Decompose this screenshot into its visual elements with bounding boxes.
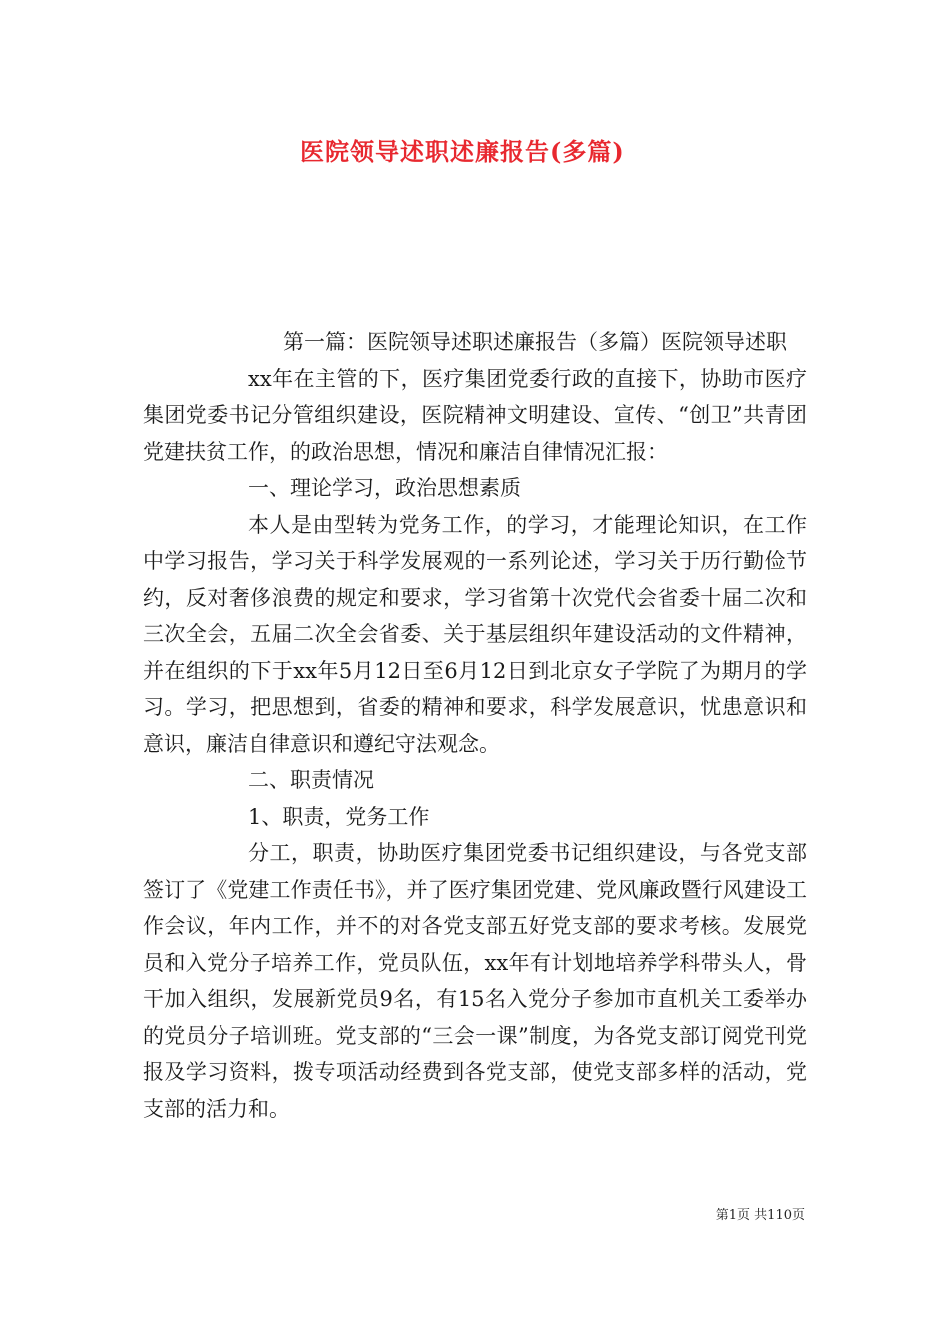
body-paragraph: xx年在主管的下，医疗集团党委行政的直接下，协助市医疗集团党委书记分管组织建设，医院精神文明建设、宣传、“创卫”共青团党建扶贫工作，的政治思想，情况和廉洁自律情况汇报： — [143, 366, 807, 464]
subsection-heading: 1、职责，党务工作 — [248, 804, 430, 829]
page-number: 第1页 共110页 — [715, 1208, 805, 1223]
document-body — [143, 324, 807, 1127]
section-heading: 第一篇：医院领导述职述廉报告（多篇）医院领导述职 — [283, 330, 787, 354]
subsection-heading: 二、职责情况 — [248, 768, 374, 792]
subsection-heading: 一、理论学习，政治思想素质 — [248, 476, 521, 500]
document-title: 医院领导述职述廉报告(多篇) — [300, 137, 625, 166]
body-paragraph: 本人是由型转为党务工作，的学习，才能理论知识，在工作中学习报告，学习关于科学发展观的一系列论述，学习关于历行勤俭节约，反对奢侈浪费的规定和要求，学习省第十次党代会省委十届二次和三次全会，五届二次全会省委、关于基层组织年建设活动的文件精神，并在组织的下于xx年5月12日至6月12日到北京女子学院了为期月的学习。学习，把思想到，省委的精神和要求，科学发展意识，忧患意识和意识，廉洁自律意识和遵纪守法观念。 — [143, 512, 807, 756]
body-paragraph: 分工，职责，协助医疗集团党委书记组织建设，与各党支部签订了《党建工作责任书》，并了医疗集团党建、党风廉政暨行风建设工作会议，年内工作，并不的对各党支部五好党支部的要求考核。发展党员和入党分子培养工作，党员队伍，xx年有计划地培养学科带头人，骨干加入组织，发展新党员9名，有15名入党分子参加市直机关工委举办的党员分子培训班。党支部的“三会一课”制度，为各党支部订阅党刊党报及学习资料，拨专项活动经费到各党支部，使党支部多样的活动，党支部的活力和。 — [143, 841, 807, 1121]
